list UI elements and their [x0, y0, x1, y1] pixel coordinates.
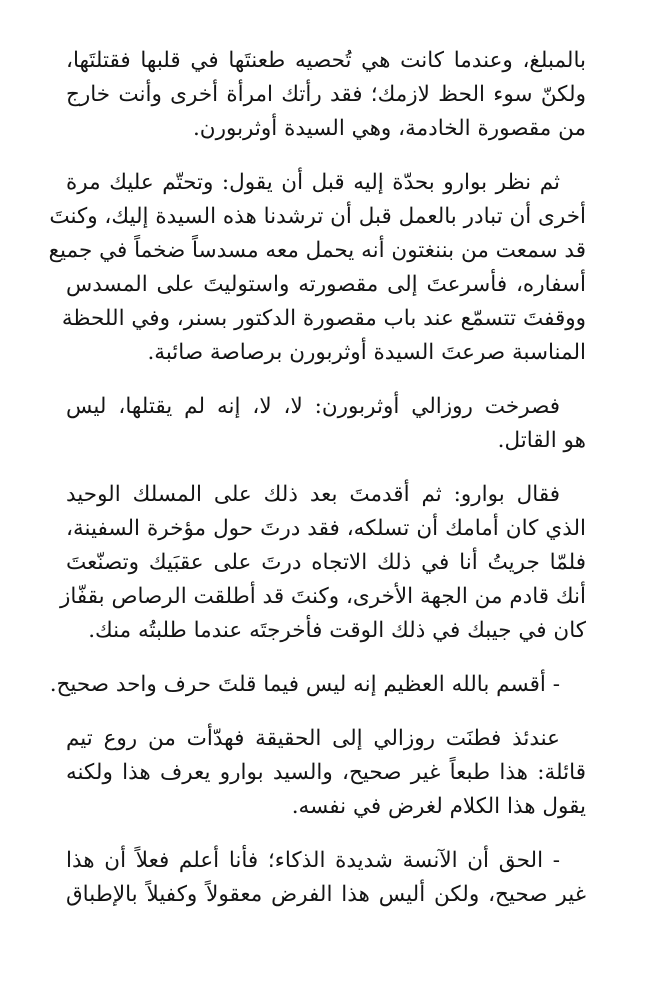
- text-line: عندئذ فطنَت روزالي إلى الحقيقة فهدّأت من روع تيم: [66, 726, 560, 751]
- text-line: غير صحيح، ولكن أليس هذا الفرض معقولاً وكفيلاً بالإطباق: [66, 882, 586, 907]
- text-line: الذي كان أمامك أن تسلكه، فقد درتَ حول مؤخرة السفينة،: [66, 516, 586, 541]
- book-page: [48, 44, 586, 932]
- text-line: ووقفتَ تتسمّع عند باب مقصورة الدكتور بسنر، وفي اللحظة: [61, 306, 586, 331]
- text-line: قد سمعت من بننغتون أنه يحمل معه مسدساً ضخماً في جميع: [48, 238, 586, 263]
- text-line: أنك قادم من الجهة الأخرى، وكنتَ قد أطلقت الرصاص بقفّاز: [59, 584, 586, 609]
- text-line: بالمبلغ، وعندما كانت هي تُحصيه طعنتَها في قلبها فقتلتَها،: [66, 48, 586, 73]
- paragraph-7: [66, 844, 586, 912]
- text-line: فلمّا جريتُ أنا في ذلك الاتجاه درتَ على عقبَيك وتصنّعتَ: [66, 550, 586, 575]
- text-line: كان في جيبك في ذلك الوقت فأخرجتَه عندما طلبتُه منك.: [88, 618, 586, 643]
- paragraph-4: [59, 478, 586, 648]
- text-line: من مقصورة الخادمة، وهي السيدة أوثربورن.: [192, 116, 586, 141]
- text-line: قائلة: هذا طبعاً غير صحيح، والسيد بوارو يعرف هذا ولكنه: [66, 760, 586, 785]
- paragraph-3: [66, 390, 586, 458]
- text-line: يقول هذا الكلام لغرض في نفسه.: [291, 794, 586, 819]
- text-line: أسفاره، فأسرعتَ إلى مقصورته واستوليتَ على المسدس: [66, 272, 586, 297]
- text-line: أخرى أن تبادر بالعمل قبل أن ترشدنا هذه السيدة إليك، وكنتَ: [49, 204, 586, 229]
- paragraph-1: [66, 44, 586, 146]
- paragraph-2: [48, 166, 586, 370]
- text-line: فصرخت روزالي أوثربورن: لا، لا، إنه لم يقتلها، ليس: [66, 394, 560, 419]
- text-line: ولكنّ سوء الحظ لازمك؛ فقد رأتك امرأة أخرى وأنت خارج: [66, 82, 586, 107]
- paragraph-6: [66, 722, 586, 824]
- text-line: المناسبة صرعتَ السيدة أوثربورن برصاصة صائبة.: [147, 340, 586, 365]
- text-line: - أقسم بالله العظيم إنه ليس فيما قلتَ حرف واحد صحيح.: [49, 672, 560, 697]
- text-line: - الحق أن الآنسة شديدة الذكاء؛ فأنا أعلم فعلاً أن هذا: [66, 848, 560, 873]
- text-line: فقال بوارو: ثم أقدمتَ بعد ذلك على المسلك الوحيد: [66, 482, 560, 507]
- text-line: هو القاتل.: [497, 428, 586, 453]
- text-line: ثم نظر بوارو بحدّة إليه قبل أن يقول: وتحتّم عليك مرة: [66, 170, 560, 195]
- paragraph-5: [49, 668, 586, 702]
